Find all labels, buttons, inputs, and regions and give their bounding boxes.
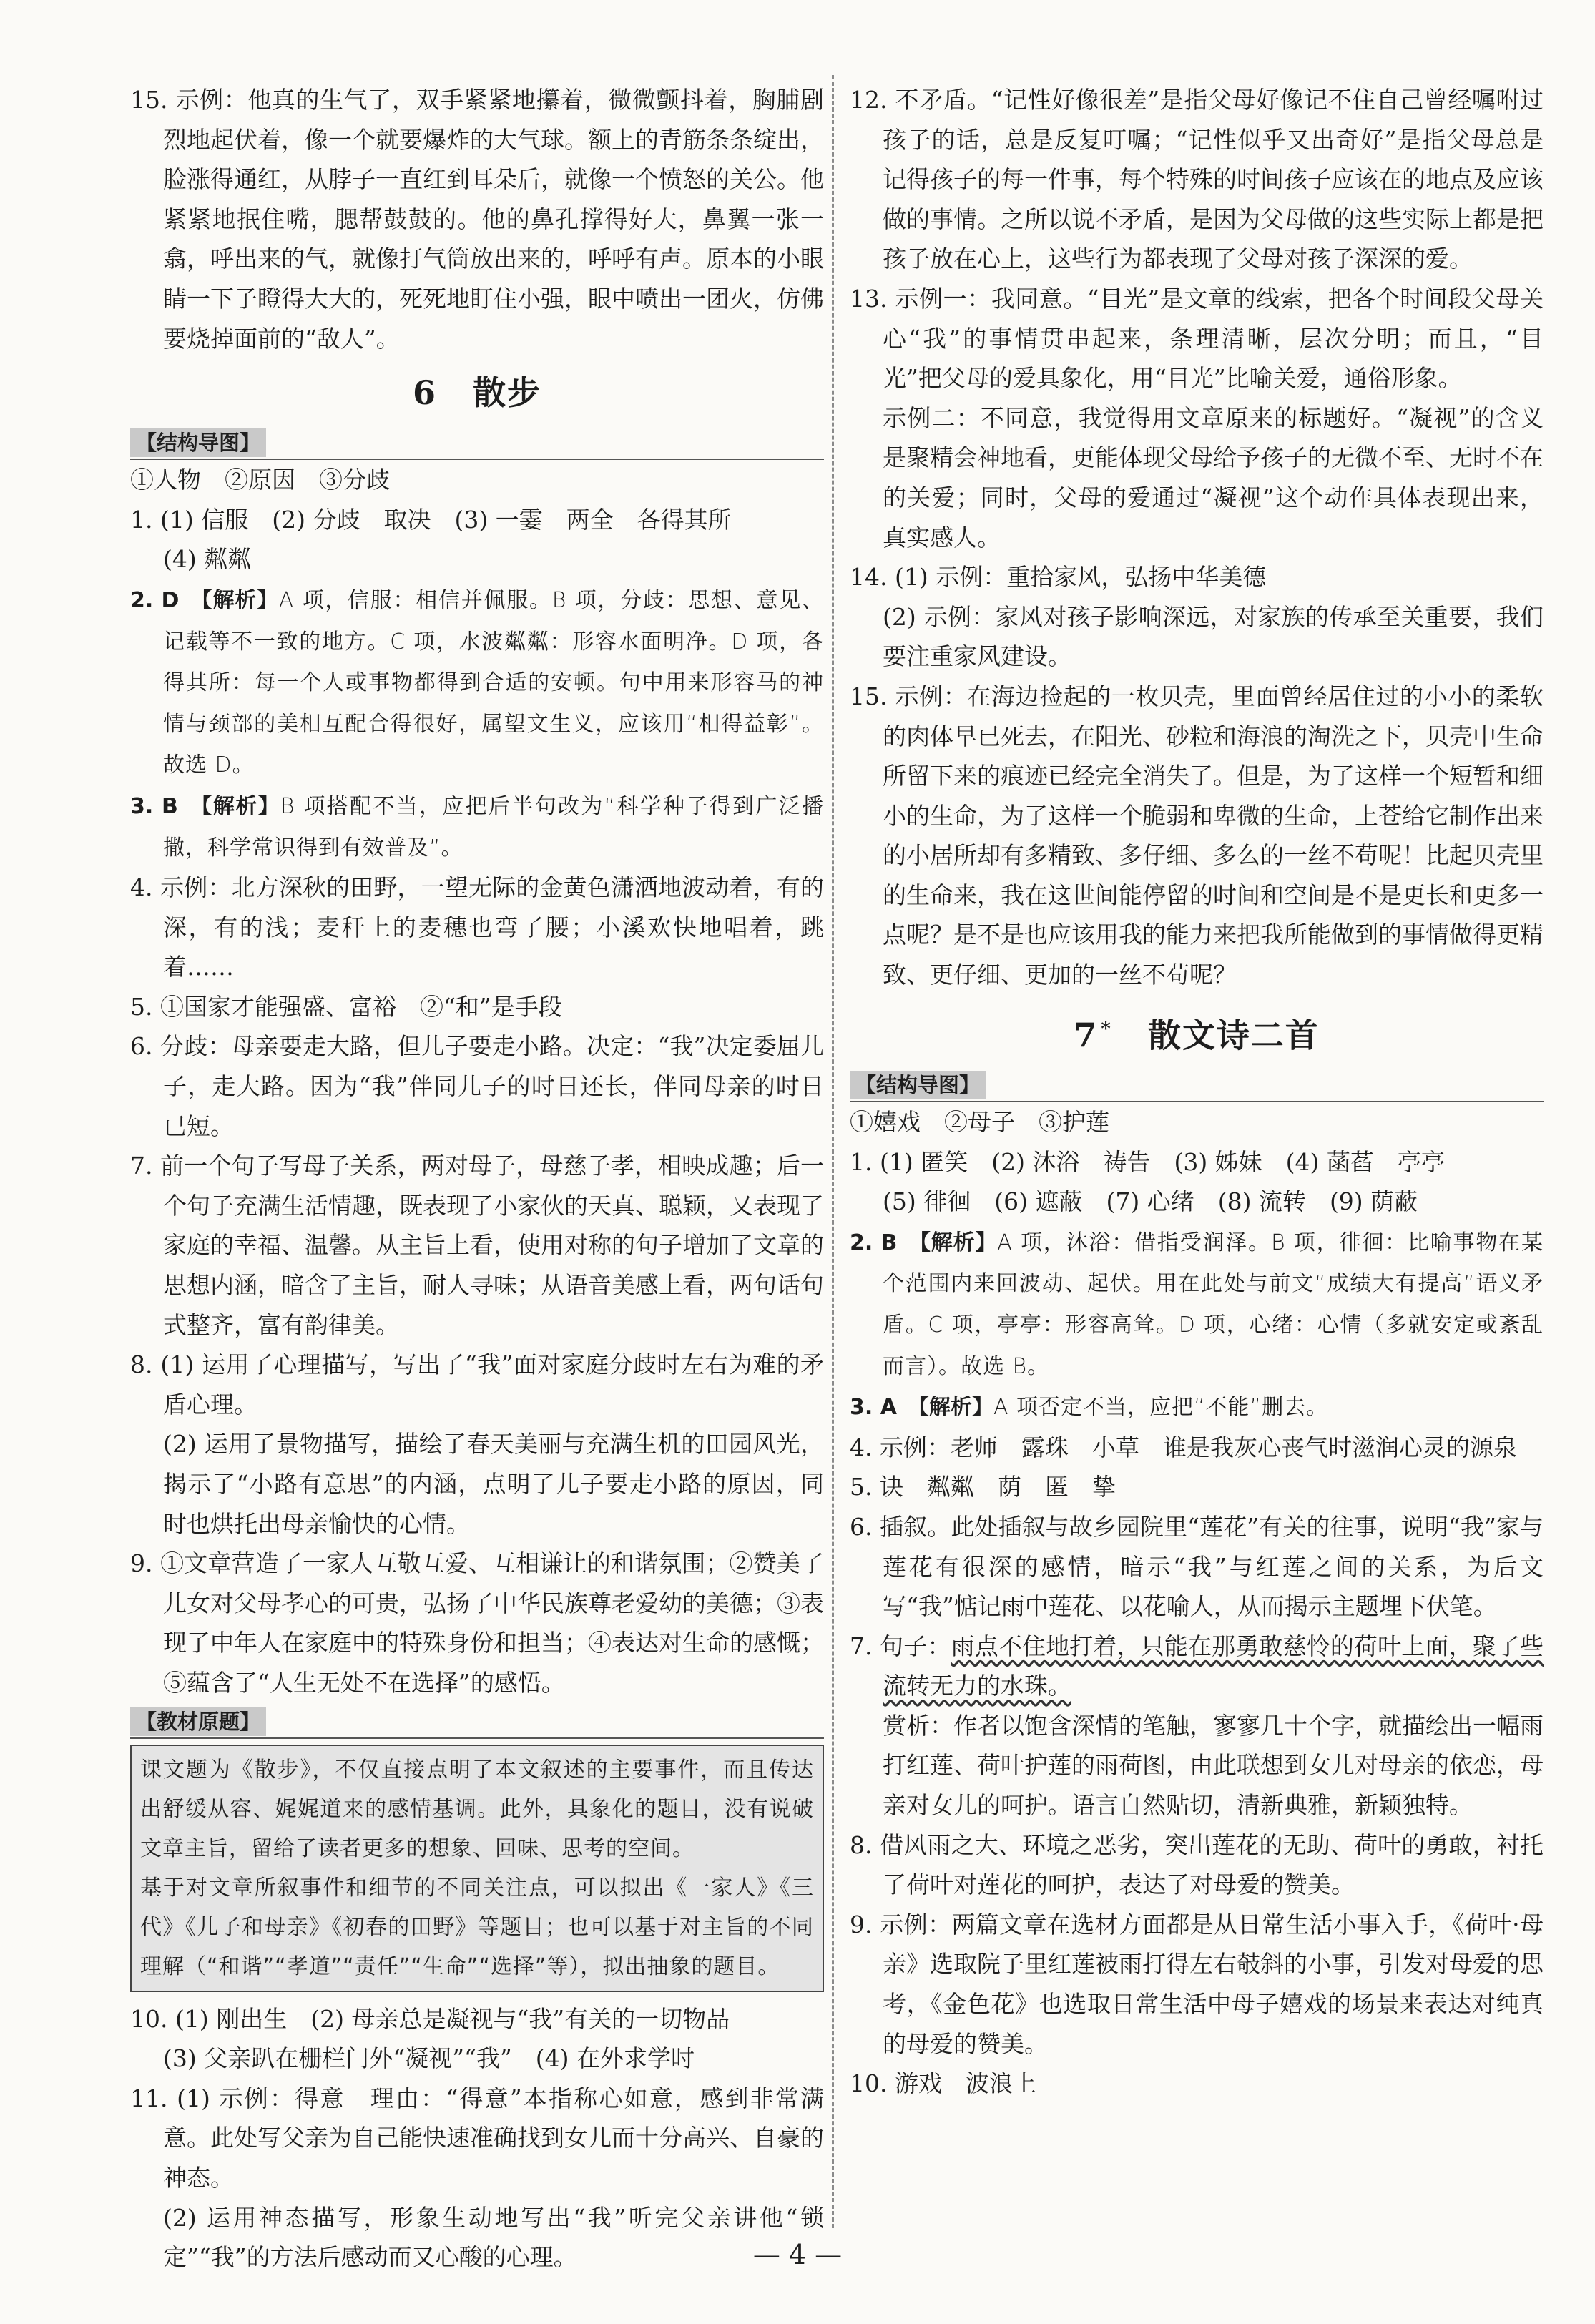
s6-q2-explanation: A 项，信服：相信并佩服。B 项，分歧：思想、意见、记载等不一致的地方。C 项，水波粼粼：形容水面明净。D 项，各得其所：每一个人或事物都得到合适的安顿。句中用来形容马的神情与颈部的美相互配合得很好，属望文生义，应该用“相得益彰”。故选 D。 (163, 587, 824, 778)
s6-q1b: (4) 粼粼 (163, 545, 252, 574)
page-number: — 4 — (752, 2239, 843, 2270)
s6-q2 (130, 579, 824, 785)
s6-q3-explanation: B 项搭配不当，应把后半句改为“科学种子得到广泛播撒，科学常识得到有效普及”。 (163, 793, 824, 861)
s6-q11b: (2) 运用神态描写，形象生动地写出“我”听完父亲讲他“锁定”“我”的方法后感动而又心酸的心理。 (163, 2203, 824, 2272)
s7-q2-head: 2. B 【解析】 (850, 1230, 998, 1255)
section-7-name: 散文诗二首 (1147, 1015, 1320, 1054)
optional-star: * (1101, 1018, 1112, 1040)
section-6-number: 6 (412, 373, 437, 413)
textbook-answer-box (130, 1745, 824, 1992)
s6-q7: 7. 前一个句子写母子关系，两对母子，母慈子孝，相映成趣；后一个句子充满生活情趣，既表现了小家伙的天真、聪颖，又表现了家庭的幸福、温馨。从主旨上看，使用对称的句子增加了文章的思想内涵，暗含了主旨，耐人寻味；从语音美感上看，两句话句式整齐，富有韵律美。 (130, 1152, 824, 1339)
q13b: 示例二：不同意，我觉得用文章原来的标题好。“凝视”的含义是聚精会神地看，更能体现父母给予孩子的无微不至、无时不在的关爱；同时，父母的爱通过“凝视”这个动作具体表现出来，真实感人。 (883, 403, 1544, 551)
s6-q9: 9. ①文章营造了一家人互敬互爱、互相谦让的和谐氛围；②赞美了儿女对父母孝心的可贵，弘扬了中华民族尊老爱幼的美德；③表现了中年人在家庭中的特殊身份和担当；④表达对生命的感慨；⑤蕴含了“人生无处不在选择”的感悟。 (130, 1549, 824, 1697)
s7-q3-head: 3. A 【解析】 (850, 1395, 993, 1421)
q14b: (2) 示例：家风对孩子影响深远，对家族的传承至关重要，我们要注重家风建设。 (883, 602, 1544, 671)
q15: 15. 示例：在海边捡起的一枚贝壳，里面曾经居住过的小小的柔软的肉体早已死去，在阳光、砂粒和海浪的淘洗之下，贝壳中生命所留下来的痕迹已经完全消失了。但是，为了这样一个短暂和细小的生命，为了这样一个脆弱和卑微的生命，上苍给它制作出来的小居所却有多精致、多仔细、多么的一丝不苟呢！比起贝壳里的生命来，我在这世间能停留的时间和空间是不是更长和更多一点呢？是不是也应该用我的能力来把我所能做到的事情做得更精致、更仔细、更加的一丝不苟呢？ (850, 682, 1544, 989)
s6-q6: 6. 分歧：母亲要走大路，但儿子要走小路。决定：“我”决定委屈儿子，走大路。因为“我”伴同儿子的时日还长，伴同母亲的时日已短。 (130, 1032, 824, 1140)
s7-q2-explanation: A 项，沐浴：借指受润泽。B 项，徘徊：比喻事物在某个范围内来回波动、起伏。用在此处与前文“成绩大有提高”语义矛盾。C 项，亭亭：形容高耸。D 项，心绪：心情（多就安定或紊乱而言）。故选 B。 (883, 1230, 1544, 1379)
s7-q7-head: 7. 句子： (850, 1632, 951, 1660)
textbook-answer-para-2: 基于对文章所叙事件和细节的不同关注点，可以拟出《一家人》《三代》《儿子和母亲》《初春的田野》等题目；也可以基于对主旨的不同理解（“和谐”“孝道”“责任”“生命”“选择”等），拟出抽象的题目。 (140, 1875, 814, 1979)
section-6-title (130, 364, 824, 421)
structure-map: ①嬉戏 ②母子 ③护莲 (850, 1107, 1109, 1136)
s6-q10b: (3) 父亲趴在栅栏门外“凝视”“我” (4) 在外求学时 (163, 2044, 695, 2073)
s6-q2-head: 2. D 【解析】 (130, 587, 279, 613)
s7-q7-quote: 雨点不住地打着，只能在那勇敢慈怜的荷叶上面，聚了些流转无力的水珠。 (883, 1632, 1544, 1700)
structure-map: ①人物 ②原因 ③分歧 (130, 466, 390, 494)
q15-prev-answer: 15. 示例：他真的生气了，双手紧紧地攥着，微微颤抖着，胸脯剧烈地起伏着，像一个就要爆炸的大气球。额上的青筋条条绽出，脸涨得通红，从脖子一直红到耳朵后，就像一个愤怒的关公。他紧紧地抿住嘴，腮帮鼓鼓的。他的鼻孔撑得好大，鼻翼一张一翕，呼出来的气，就像打气筒放出来的，呼呼有声。原本的小眼睛一下子瞪得大大的，死死地盯住小强，眼中喷出一团火，仿佛要烧掉面前的“敌人”。 (130, 86, 824, 353)
s6-q3-head: 3. B 【解析】 (130, 793, 280, 819)
section-6-name: 散步 (473, 373, 541, 413)
left-column (130, 80, 824, 2278)
s7-q7 (850, 1627, 1544, 1706)
label-underline (130, 1737, 824, 1739)
s7-q3-explanation: A 项否定不当，应把“不能”删去。 (993, 1395, 1329, 1421)
s7-q1b: (5) 徘徊 (6) 遮蔽 (7) 心绪 (8) 流转 (9) 荫蔽 (883, 1187, 1418, 1216)
textbook-question-label: 【教材原题】 (130, 1707, 266, 1736)
q13a: 13. 示例一：我同意。“目光”是文章的线索，把各个时间段父母关心“我”的事情贯串起来，条理清晰，层次分明；而且，“目光”把父母的爱具象化，用“目光”比喻关爱，通俗形象。 (850, 284, 1544, 393)
s7-q5: 5. 诀 粼粼 荫 匿 挚 (850, 1473, 1116, 1501)
s6-q4: 4. 示例：北方深秋的田野，一望无际的金黄色潇洒地波动着，有的深，有的浅；麦秆上的麦穗也弯了腰；小溪欢快地唱着，跳着…… (130, 873, 824, 981)
s7-q6: 6. 插叙。此处插叙与故乡园院里“莲花”有关的往事，说明“我”家与莲花有很深的感情，暗示“我”与红莲之间的关系，为后文写“我”惦记雨中莲花、以花喻人，从而揭示主题埋下伏笔。 (850, 1512, 1544, 1621)
s7-q3 (850, 1386, 1544, 1428)
s6-q11a: 11. (1) 示例：得意 理由：“得意”本指称心如意，感到非常满意。此处写父亲为自己能快速准确找到女儿而十分高兴、自豪的神态。 (130, 2084, 824, 2192)
s7-q10: 10. 游戏 波浪上 (850, 2069, 1036, 2098)
s7-q7b: 赏析：作者以饱含深情的笔触，寥寥几十个字，就描绘出一幅雨打红莲、荷叶护莲的雨荷图，由此联想到女儿对母亲的依恋，母亲对女儿的呵护。语言自然贴切，清新典雅，新颖独特。 (883, 1711, 1544, 1820)
textbook-answer-para-1: 课文题为《散步》，不仅直接点明了本文叙述的主要事件，而且传达出舒缓从容、娓娓道来的感情基调。此外，具象化的题目，没有说破文章主旨，留给了读者更多的想象、回味、思考的空间。 (140, 1757, 814, 1861)
s6-q8b: (2) 运用了景物描写，描绘了春天美丽与充满生机的田园风光，揭示了“小路有意思”的内涵，点明了儿子要走小路的原因，同时也烘托出母亲愉快的心情。 (163, 1430, 824, 1538)
right-column (850, 80, 1544, 2104)
s6-q8a: 8. (1) 运用了心理描写，写出了“我”面对家庭分歧时左右为难的矛盾心理。 (130, 1350, 824, 1418)
s7-q1: 1. (1) 匿笑 (2) 沐浴 祷告 (3) 姊妹 (4) 菡萏 亭亭 (850, 1147, 1445, 1176)
column-divider (832, 75, 834, 2228)
s6-q10a: 10. (1) 刚出生 (2) 母亲总是凝视与“我”有关的一切物品 (130, 2004, 730, 2033)
q14a: 14. (1) 示例：重拾家风，弘扬中华美德 (850, 563, 1267, 592)
s7-q9: 9. 示例：两篇文章在选材方面都是从日常生活小事入手，《荷叶·母亲》选取院子里红莲被雨打得左右攲斜的小事，引发对母爱的思考，《金色花》也选取日常生活中母子嬉戏的场景来表达对纯真的母爱的赞美。 (850, 1910, 1544, 2058)
q12: 12. 不矛盾。“记性好像很差”是指父母好像记不住自己曾经嘱咐过孩子的话，总是反复叮嘱；“记性似乎又出奇好”是指父母总是记得孩子的每一件事，每个特殊的时间孩子应该在的地点及应该做的事情。之所以说不矛盾，是因为父母做的这些实际上都是把孩子放在心上，这些行为都表现了父母对孩子深深的爱。 (850, 86, 1544, 273)
s6-q5: 5. ①国家才能强盛、富裕 ②“和”是手段 (130, 992, 562, 1021)
section-7-number-text: 7 (1074, 1015, 1099, 1054)
section-7-number (1074, 1016, 1112, 1054)
s7-q4: 4. 示例：老师 露珠 小草 谁是我灰心丧气时滋润心灵的源泉 (850, 1433, 1517, 1461)
s7-q2 (850, 1222, 1544, 1386)
section-7-title (850, 1001, 1544, 1064)
structure-map-label: 【结构导图】 (130, 428, 266, 457)
s6-q3 (130, 785, 824, 868)
s6-q1: 1. (1) 信服 (2) 分歧 取决 (3) 一霎 两全 各得其所 (130, 505, 732, 534)
structure-map-label: 【结构导图】 (850, 1071, 986, 1099)
s7-q8: 8. 借风雨之大、环境之恶劣，突出莲花的无助、荷叶的勇敢，衬托了荷叶对莲花的呵护，表达了对母爱的赞美。 (850, 1830, 1544, 1899)
